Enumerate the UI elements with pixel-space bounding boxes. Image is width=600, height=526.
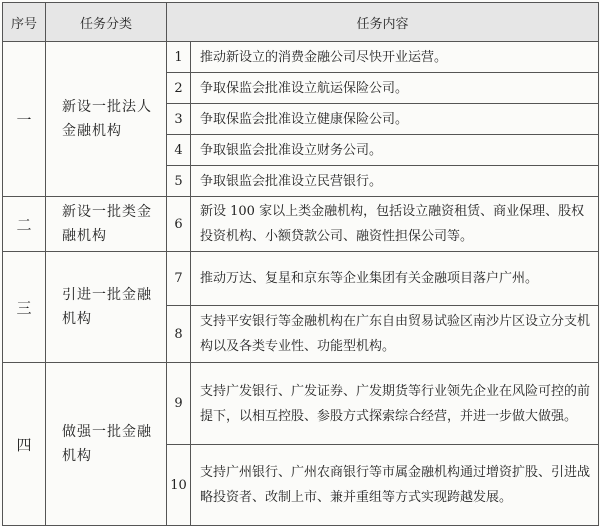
header-category: 任务分类 — [46, 3, 167, 42]
group-category: 引进一批金融机构 — [46, 252, 167, 363]
group-category: 做强一批金融机构 — [46, 363, 167, 526]
task-number: 7 — [167, 252, 191, 306]
task-text: 推动新设立的消费金融公司尽快开业运营。 — [191, 42, 599, 73]
task-number: 3 — [167, 104, 191, 135]
task-number: 2 — [167, 73, 191, 104]
header-seq: 序号 — [3, 3, 46, 42]
task-number: 9 — [167, 363, 191, 445]
group-seq: 二 — [3, 197, 46, 252]
task-number: 5 — [167, 166, 191, 197]
group-seq: 三 — [3, 252, 46, 363]
group-seq: 四 — [3, 363, 46, 526]
task-text: 争取保监会批准设立航运保险公司。 — [191, 73, 599, 104]
task-text: 新设 100 家以上类金融机构，包括设立融资租赁、商业保理、股权投资机构、小额贷款公司、融资性担保公司等。 — [191, 197, 599, 252]
header-content: 任务内容 — [167, 3, 599, 42]
table-row — [3, 363, 599, 445]
task-number: 1 — [167, 42, 191, 73]
task-text: 推动万达、复星和京东等企业集团有关金融项目落户广州。 — [191, 252, 599, 306]
task-text: 支持广州银行、广州农商银行等市属金融机构通过增资扩股、引进战略投资者、改制上市、兼并重组等方式实现跨越发展。 — [191, 445, 599, 526]
task-number: 4 — [167, 135, 191, 166]
task-text: 支持广发银行、广发证券、广发期货等行业领先企业在风险可控的前提下，以相互控股、参股方式探索综合经营，并进一步做大做强。 — [191, 363, 599, 445]
header-row — [3, 3, 599, 42]
task-table — [2, 2, 599, 526]
task-text: 争取保监会批准设立健康保险公司。 — [191, 104, 599, 135]
task-text: 支持平安银行等金融机构在广东自由贸易试验区南沙片区设立分支机构以及各类专业性、功能型机构。 — [191, 306, 599, 363]
group-seq: 一 — [3, 42, 46, 197]
group-category: 新设一批法人金融机构 — [46, 42, 167, 197]
table-row — [3, 42, 599, 73]
task-text: 争取银监会批准设立民营银行。 — [191, 166, 599, 197]
table-row — [3, 197, 599, 252]
task-text: 争取银监会批准设立财务公司。 — [191, 135, 599, 166]
group-category: 新设一批类金融机构 — [46, 197, 167, 252]
task-number: 6 — [167, 197, 191, 252]
task-number: 8 — [167, 306, 191, 363]
task-number: 10 — [167, 445, 191, 526]
table-row — [3, 252, 599, 306]
